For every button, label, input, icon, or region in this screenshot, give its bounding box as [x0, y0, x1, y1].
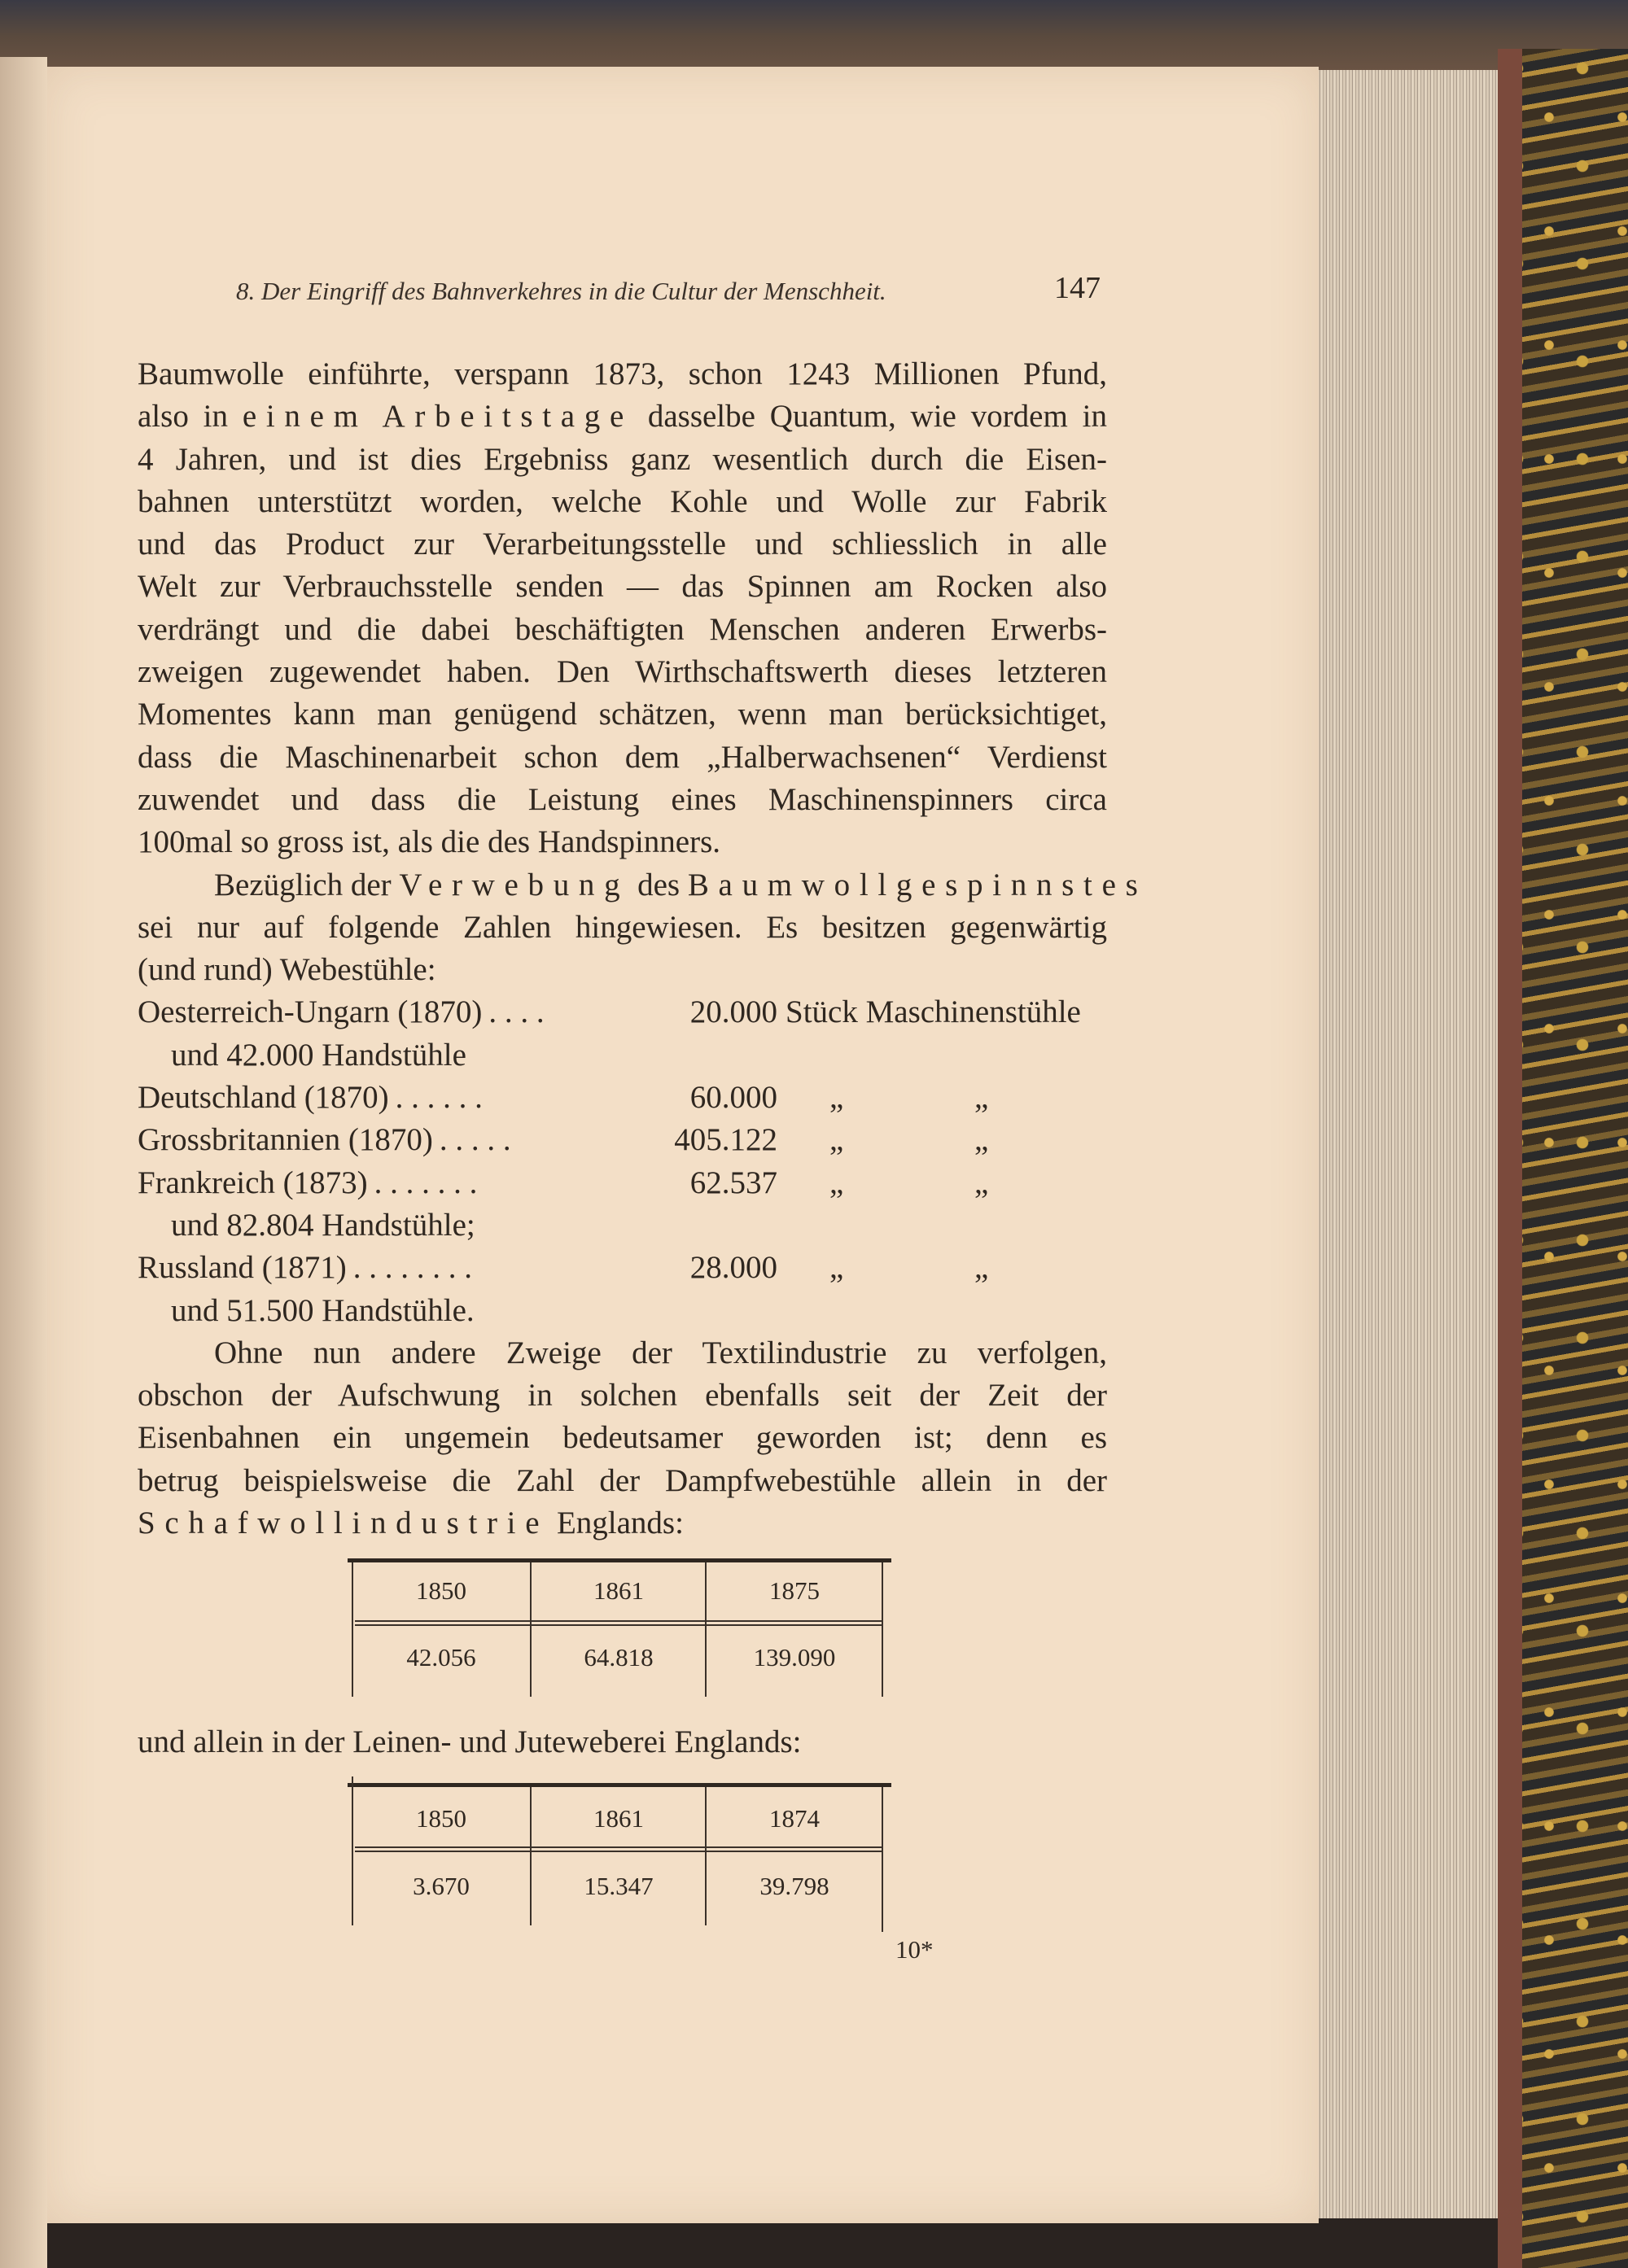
- text-line: verdrängt und die dabei beschäftigten Menschen anderen Erwerbs-: [138, 611, 1107, 647]
- loom-entry: [138, 991, 1107, 1033]
- spaced-emphasis: einem: [242, 399, 368, 435]
- book-cover-top: [0, 0, 1628, 73]
- loom-entry: [138, 1247, 1107, 1289]
- country-year: Grossbritannien (1870): [138, 1122, 433, 1158]
- text-line: Baumwolle einführte, verspann 1873, schon 1243 Millionen Pfund,: [138, 356, 1107, 391]
- text-line: obschon der Aufschwung in solchen ebenfalls seit der Zeit der: [138, 1378, 1107, 1414]
- table-border-left: [352, 1776, 353, 1925]
- left-page-edge: [0, 57, 47, 2268]
- running-title: 8. Der Eingriff des Bahnverkehres in die Cultur der Menschheit.: [236, 277, 886, 305]
- ditto-mark: „: [829, 1165, 844, 1200]
- text-line: und das Product zur Verarbeitungsstelle und schliesslich in alle: [138, 527, 1107, 562]
- loom-count: 405.122: [674, 1122, 777, 1158]
- ditto-mark: „: [974, 1122, 989, 1158]
- spaced-emphasis: Verwebung: [399, 867, 630, 902]
- text-line: Schafwollindustrie Englands:: [138, 1505, 684, 1541]
- text-line: also in einem Arbeitstage dasselbe Quantum, wie vordem in: [138, 399, 1108, 435]
- page-number: 147: [1054, 271, 1101, 305]
- text-line: Bezüglich der Verwebung des Baumwollgespinnstes: [214, 867, 1148, 902]
- text-line: Momentes kann man genügend schätzen, wenn man berücksichtiget,: [138, 697, 1107, 732]
- spaced-emphasis: Arbeitstage: [382, 399, 633, 435]
- table-linen-jute-looms: [352, 1783, 883, 1925]
- text-line: 100mal so gross ist, als die des Handspinners.: [138, 824, 721, 860]
- loom-count: 28.000: [689, 1250, 777, 1286]
- value-cell: 64.818: [584, 1643, 654, 1672]
- page-edges: [1317, 70, 1498, 2218]
- text-line: 4 Jahren, und ist dies Ergebniss ganz wesentlich durch die Eisen-: [138, 441, 1107, 477]
- value-cell: 15.347: [584, 1872, 654, 1900]
- signature-mark: 10*: [895, 1935, 934, 1964]
- entry-leader-row: [138, 991, 777, 1033]
- text-line: dass die Maschinenarbeit schon dem „Halberwachsenen“ Verdienst: [138, 739, 1107, 775]
- loom-count: 20.000: [689, 994, 777, 1030]
- country-year: Russland (1871): [138, 1250, 347, 1286]
- year-cell: 1861: [593, 1804, 644, 1833]
- ditto-mark: „: [829, 1250, 844, 1286]
- ditto-mark: „: [829, 1080, 844, 1116]
- value-cell: 42.056: [406, 1643, 476, 1672]
- entry-leader-row: [138, 1247, 777, 1289]
- loom-count: 62.537: [689, 1165, 777, 1200]
- loom-entry: [138, 1162, 1107, 1204]
- loom-entry: [138, 1119, 1107, 1161]
- text-line: Eisenbahnen ein ungemein bedeutsamer geworden ist; denn es: [138, 1420, 1107, 1456]
- leader-dots: . . . . . .: [395, 1080, 483, 1116]
- year-cell: 1850: [416, 1804, 466, 1833]
- year-cell: 1850: [416, 1576, 466, 1605]
- leader-dots: . . . . . . . .: [352, 1250, 472, 1286]
- leather-spine-edge: [1498, 49, 1522, 2268]
- table-top-rule: [348, 1558, 891, 1562]
- sentence-linen-jute: und allein in der Leinen- und Juteweberei Englands:: [138, 1724, 802, 1759]
- entry-leader-row: [138, 1162, 777, 1204]
- text-line: bahnen unterstützt worden, welche Kohle und Wolle zur Fabrik: [138, 483, 1107, 519]
- ditto-mark: „: [829, 1122, 844, 1158]
- body-text: [138, 353, 1148, 1545]
- ditto-mark: „: [974, 1250, 989, 1286]
- text-line: betrug beispielsweise die Zahl der Dampfwebestühle allein in der: [138, 1462, 1107, 1498]
- handloom-note: und 82.804 Handstühle;: [171, 1207, 475, 1243]
- handloom-note: und 42.000 Handstühle: [171, 1037, 466, 1073]
- table-top-rule: [348, 1783, 891, 1787]
- spaced-emphasis: Schafwollindustrie: [138, 1505, 549, 1541]
- text-line: Welt zur Verbrauchsstelle senden — das Spinnen am Rocken also: [138, 569, 1107, 605]
- text-line: sei nur auf folgende Zahlen hingewiesen. Es besitzen gegenwärtig: [138, 909, 1107, 945]
- entry-leader-row: [138, 1077, 777, 1119]
- country-year: Frankreich (1873): [138, 1165, 368, 1200]
- leader-dots: . . . .: [488, 994, 545, 1030]
- header-double-rule: [355, 1620, 882, 1626]
- text-line: Ohne nun andere Zweige der Textilindustrie zu verfolgen,: [214, 1335, 1107, 1370]
- leader-dots: . . . . . . .: [374, 1165, 478, 1200]
- value-cell: 139.090: [753, 1643, 836, 1672]
- country-year: Deutschland (1870): [138, 1080, 389, 1116]
- ditto-mark: „: [974, 1165, 989, 1200]
- entry-leader-row: [138, 1119, 777, 1161]
- spaced-emphasis: Baumwollgespinnstes: [687, 867, 1148, 902]
- value-cell: 39.798: [759, 1872, 829, 1900]
- year-cell: 1861: [593, 1576, 644, 1605]
- year-cell: 1875: [769, 1576, 820, 1605]
- loom-count: 60.000: [689, 1080, 777, 1116]
- text-line: (und rund) Webestühle:: [138, 952, 436, 988]
- ditto-mark: „: [974, 1080, 989, 1116]
- handloom-note: und 51.500 Handstühle.: [171, 1292, 475, 1328]
- year-cell: 1874: [769, 1804, 820, 1833]
- country-year: Oesterreich-Ungarn (1870): [138, 994, 483, 1030]
- text-line: zuwendet und dass die Leistung eines Maschinenspinners circa: [138, 781, 1107, 817]
- unit-label: Stück Maschinenstühle: [786, 994, 1081, 1030]
- loom-entry: [138, 1077, 1107, 1119]
- table-wool-looms: [352, 1558, 883, 1697]
- value-cell: 3.670: [413, 1872, 470, 1900]
- leader-dots: . . . . .: [439, 1122, 511, 1158]
- header-double-rule: [355, 1846, 882, 1852]
- text-line: zweigen zugewendet haben. Den Wirthschaftswerth dieses letzteren: [138, 654, 1107, 690]
